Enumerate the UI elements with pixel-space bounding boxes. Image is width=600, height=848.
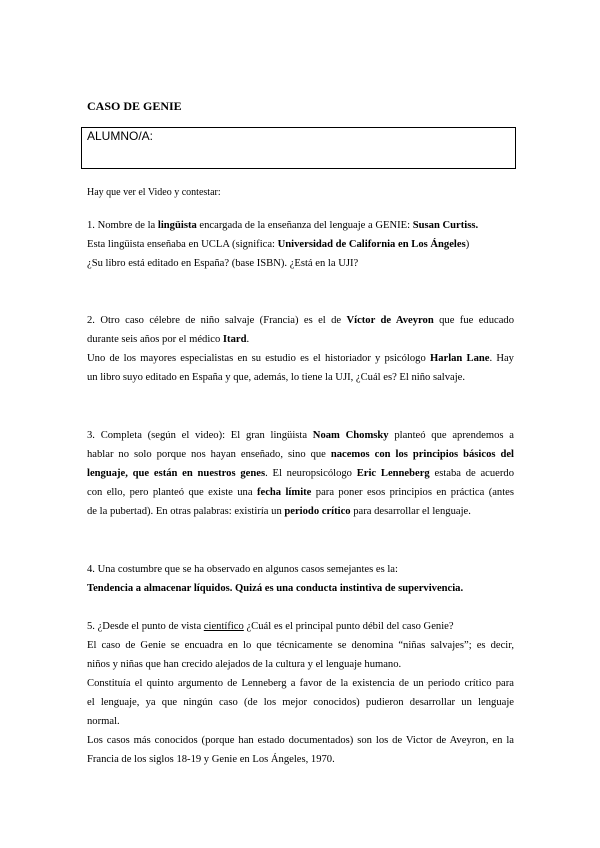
q2-text: 2. Otro caso célebre de niño salvaje (Francia) es el de: [87, 315, 347, 326]
question-5: [87, 617, 514, 769]
intro-text: [87, 183, 514, 202]
q2-text: .: [246, 334, 250, 345]
q5-line-8: Francia de los siglos 18-19 y Genie en Los Ángeles, 1970.: [87, 754, 335, 765]
q1-text: encargada de la enseñanza del lenguaje a GENIE:: [196, 220, 413, 231]
q5-line-4: Constituía el quinto argumento de Lenneberg a favor de la existencia de un periodo crítico para: [87, 678, 514, 689]
q2-answer-victor: Víctor de Aveyron: [346, 315, 434, 326]
question-3: [87, 426, 514, 521]
q1-text: 1. Nombre de la: [87, 220, 158, 231]
question-2: [87, 311, 514, 387]
q3-text: con ello, pero planteó que existe una: [87, 487, 257, 498]
question-4: [87, 560, 514, 598]
q2-line-4: un libro suyo editado en España y que, además, lo tiene la UJI, ¿Cuál es? El niño salvaje.: [87, 372, 466, 383]
q3-answer-principles: nacemos con los principios básicos del: [330, 449, 514, 460]
q1-answer-university: Universidad de California en Los Ángeles: [277, 239, 466, 250]
q5-line-7: Los casos más conocidos (porque han estado documentados) son los de Victor de Aveyron, en la: [87, 735, 514, 746]
q3-text: hablar no solo porque nos hayan enseñado, sino que: [87, 449, 331, 460]
q3-line-5: [87, 502, 514, 521]
page-title: CASO DE GENIE: [87, 99, 182, 113]
q3-text: estaba de acuerdo: [429, 468, 514, 479]
q1-line-2: [87, 235, 514, 254]
q1-text: ): [465, 239, 470, 250]
q2-answer-lane: Harlan Lane: [429, 353, 490, 364]
q3-answer-genes: lenguaje, que están en nuestros genes: [87, 468, 266, 479]
q3-text: para desarrollar el lenguaje.: [350, 506, 471, 517]
student-name-field[interactable]: [81, 127, 516, 169]
q1-line-3: ¿Su libro está editado en España? (base ISBN). ¿Está en la UJI?: [87, 258, 359, 269]
q3-answer-deadline: fecha límite: [256, 487, 312, 498]
question-1: [87, 216, 514, 273]
q3-line-1: [87, 426, 514, 445]
q2-text: Uno de los mayores especialistas en su estudio es el historiador y psicólogo: [87, 353, 430, 364]
q3-line-3: [87, 464, 514, 483]
q5-line-3: niños y niñas que han crecido alejados de la cultura y el lenguaje humano.: [87, 659, 402, 670]
q5-underlined-scientific: científico: [203, 621, 244, 632]
q1-answer-name: Susan Curtiss.: [412, 220, 479, 231]
q3-answer-chomsky: Noam Chomsky: [312, 430, 389, 441]
q5-line-1: [87, 617, 514, 636]
q2-text: que fue educado: [433, 315, 514, 326]
q4-line-1: 4. Una costumbre que se ha observado en algunos casos semejantes es la:: [87, 564, 398, 575]
q1-text: Esta lingüista enseñaba en UCLA (significa:: [87, 239, 278, 250]
q3-answer-critical-period: periodo crítico: [284, 506, 351, 517]
q2-line-2: [87, 330, 514, 349]
q3-text: para poner esos principios en práctica (antes: [311, 487, 514, 498]
q3-answer-lenneberg: Eric Lenneberg: [356, 468, 430, 479]
q4-answer: Tendencia a almacenar líquidos. Quizá es una conducta instintiva de supervivencia.: [87, 583, 464, 594]
intro-line: Hay que ver el Video y contestar:: [87, 187, 221, 198]
q2-line-3: [87, 349, 514, 368]
q2-text: . Hay: [489, 353, 514, 364]
q5-line-5: el lenguaje, ya que ningún caso (de los mejor conocidos) pudieron desarrollar un lenguaje: [87, 697, 514, 708]
q3-text: de la pubertad). En otras palabras: existiría un: [87, 506, 285, 517]
q5-text: 5. ¿Desde el punto de vista: [87, 621, 204, 632]
q3-line-4: [87, 483, 514, 502]
q2-text: durante seis años por el médico: [87, 334, 223, 345]
q1-bold-linguist: lingüista: [157, 220, 197, 231]
q3-line-2: [87, 445, 514, 464]
q3-text: planteó que aprendemos a: [388, 430, 514, 441]
q3-text: . El neuropsicólogo: [265, 468, 357, 479]
q2-line-1: [87, 311, 514, 330]
q1-line-1: [87, 216, 514, 235]
q3-text: 3. Completa (según el video): El gran lingüista: [87, 430, 313, 441]
q5-line-6: normal.: [87, 716, 120, 727]
q5-line-2: El caso de Genie se encuadra en lo que técnicamente se denomina “niñas salvajes”; es decir,: [87, 640, 514, 651]
q5-text: ¿Cuál es el principal punto débil del caso Genie?: [243, 621, 454, 632]
student-label: ALUMNO/A:: [87, 129, 154, 143]
q2-answer-itard: Itard: [222, 334, 247, 345]
